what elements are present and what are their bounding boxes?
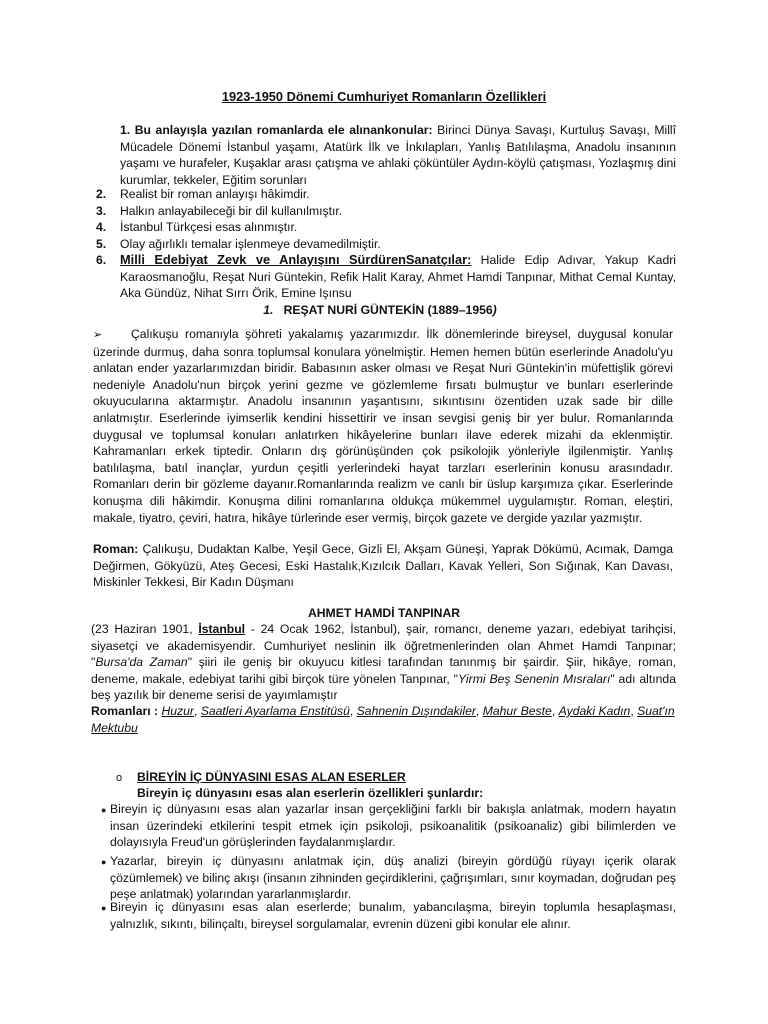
poem-title: Bursa'da Zaman: [95, 655, 188, 670]
birey-item-3: Bireyin iç dünyasını esas alan eserlerde; bunalım, yabancılaşma, bireyin toplumla hesaplaşması, yalnızlık, sıkıntı, bilinçaltı, bireysel sorgulamalar, evrenin düzeni gibi konular ele alınır.: [110, 900, 676, 931]
list-item-6-number: 6.: [96, 253, 107, 267]
list-item-6: [120, 252, 676, 302]
list-item-1-number: 1.: [120, 123, 131, 137]
list-item-1-lead: Bu anlayışla yazılan romanlarda ele alınankonular:: [134, 123, 433, 137]
resat-nuri-heading: 1. REŞAT NURİ GÜNTEKİN (1889–1956): [263, 303, 497, 317]
dot-bullet-icon: ●: [101, 805, 107, 815]
arrow-bullet-icon: ➢: [93, 329, 103, 341]
resat-nuri-paragraph: [93, 326, 673, 526]
list-item-2: [96, 186, 696, 203]
novel-link[interactable]: Mahur Beste: [482, 704, 552, 718]
list-item-text: Olay ağırlıklı temalar işlenmeye devamedilmiştir.: [120, 236, 381, 251]
list-item-5: [96, 236, 696, 253]
novels-label: Romanları :: [91, 704, 159, 718]
novel-link[interactable]: Sahnenin Dışındakiler: [356, 704, 476, 718]
tanpinar-novels: Romanları : Huzur, Saatleri Ayarlama Enstitüsü, Sahnenin Dışındakiler, Mahur Beste, Aydaki Kadın, Suat'ın Mektubu: [91, 704, 675, 735]
list-item-4: [96, 219, 696, 236]
novel-link[interactable]: Suat'ın Mektubu: [91, 704, 675, 735]
birey-item-2: Yazarlar, bireyin iç dünyasını anlatmak için, düş analizi (bireyin gördüğü rüyayı içerik olarak çözümlemek) ve bilinç akışı (insanın zihninden geçirdiklerini, çağrışımları, sınır koymadan, doğrudan peş peşe anlatmak) yolarından yararlanmışlardır.: [110, 854, 676, 902]
list-item-number: 2.: [96, 187, 107, 201]
birey-heading: BİREYİN İÇ DÜNYASINI ESAS ALAN ESERLER: [137, 770, 406, 784]
document-title: 1923-1950 Dönemi Cumhuriyet Romanların Özellikleri: [221, 89, 547, 104]
novels-label: Roman:: [93, 542, 139, 556]
tanpinar-heading: AHMET HAMDİ TANPINAR: [307, 606, 461, 620]
list-item-text: Halkın anlayabileceği bir dil kullanılmıştır.: [120, 203, 343, 218]
list-item-3: [96, 203, 696, 220]
list-item-number: 3.: [96, 203, 107, 218]
paragraph-text: Çalıkuşu romanıyla şöhreti yakalamış yazarımızdır. İlk dönemlerinde bireysel, duygusal konular üzerinde durmuş, daha sonra toplumsal konulara yönelmiştir. Hemen hemen bütün eserlerinde Anadolu'yu anlatan ender yazarlarımızdan biridir. Babasının asker olması ve Reşat Nuri Güntekin'in müfettişlik görevi nedeniyle Anadolu'nun birçok yerini gezme ve gözlemleme fırsatı bulmuştur ve bunları eserlerinde okuyucularına aktarmıştır. Anadolu insanının yaşantısını, sıkıntısını özentiden uzak sade bir dille anlatmıştır. Eserlerinde iyimserlik kendini hissettirir ve insan sevgisi geniş bir yer bulur. Romanlarında duygusal ve toplumsal konuları anlatırken hikâyelerine bunları ilave ederek mizahi da eklenmiştir. Kahramanları erkek tiptedir. Onların dış görünüşünden çok psikolojik yönleriyle ilgilenmiştir. Yanlış batılılaşma, batıl inançlar, yurdun çeşitli yerlerindeki hayat tarzları eserlerinin konusu arasındadır. Romanları derin bir gözleme dayanır.Romanlarında realizm ve canlı bir üslup karşımıza çıkar. Eserlerinde konuşma dili hâkimdir. Konuşma dilini romanlarına oldukça mükemmel uygulamıştır. Roman, eleştiri, makale, tiyatro, çeviri, hatıra, hikâye türlerinde eser vermiş, birçok gazete ve dergide yazılar yazmıştır.: [93, 327, 673, 525]
birey-subheading: Bireyin iç dünyasını esas alan eserlerin özellikleri şunlardır:: [137, 786, 484, 800]
novels-list: Çalıkuşu, Dudaktan Kalbe, Yeşil Gece, Gizli El, Akşam Güneşi, Yaprak Dökümü, Acımak, Damga Değirmen, Gökyüzü, Ateş Gecesi, Eski Hastalık,Kızılcık Dalları, Kavak Yelleri, Son Sığınak, Kan Davası, Miskinler Tekkesi, Bir Kadın Düşmanı: [93, 542, 673, 590]
istanbul-link[interactable]: İstanbul: [198, 622, 246, 636]
novel-link[interactable]: Aydaki Kadın: [558, 704, 631, 718]
essay-series-title: Yirmi Beş Senenin Mısraları: [458, 671, 611, 686]
list-item-6-text: Halide Edip Adıvar, Yakup Kadri Karaosmanoğlu, Reşat Nuri Güntekin, Refik Halit Karay, Ahmet Hamdi Tanpınar, Mithat Cemal Kuntay, Aka Gündüz, Nihat Sırrı Örik, Emine Işınsu: [120, 253, 676, 301]
list-item-text: Realist bir roman anlayışı hâkimdir.: [120, 187, 310, 201]
tanpinar-paragraph: (23 Haziran 1901, İstanbul - 24 Ocak 1962, İstanbul), şair, romancı, deneme yazarı, edebiyat tarihçisi, siyasetçi ve akademisyendir. Cumhuriyet neslinin ilk öğretmenlerinden olan Ahmet Hamdi Tanpınar; "Bursa'da Zaman" şiiri ile geniş bir okuyucu kitlesi tarafından tanınmış bir şairdir. Şiir, hikâye, roman, deneme, makale, edebiyat tarihi gibi birçok türe yönelen Tanpınar, "Yirmi Beş Senenin Mısraları" adı altında beş yazılık bir deneme serisi de yayımlamıştır: [91, 622, 676, 703]
resat-nuri-novels: [93, 541, 673, 591]
novel-link[interactable]: Saatleri Ayarlama Enstitüsü: [200, 704, 350, 718]
circle-bullet-icon: o: [116, 772, 123, 784]
dot-bullet-icon: ●: [101, 903, 107, 913]
list-item-text: İstanbul Türkçesi esas alınmıştır.: [120, 220, 298, 234]
list-item-6-lead: Milli Edebiyat Zevk ve Anlayışını SürdürenSanatçılar:: [120, 252, 472, 267]
heading-number: 1.: [263, 303, 274, 317]
list-item-1: [120, 122, 676, 188]
list-item-1-text: Birinci Dünya Savaşı, Kurtuluş Savaşı, Millî Mücadele Dönemi İstanbul yaşamı, Atatürk İlk ve İnkılapları, Yanlış Batılılaşma, Anadolu insanının yaşamı ve hurafeler, Kuşaklar arası çatışma ve ahlaki çöküntüler Aydın-köylü çatışması, Yozlaşmış dini kurumlar, tekkeler, Eğitim sorunları: [120, 123, 676, 187]
list-item-number: 5.: [96, 236, 107, 251]
list-item-number: 4.: [96, 220, 107, 234]
novel-link[interactable]: Huzur: [161, 704, 194, 718]
birey-item-1: Bireyin iç dünyasını esas alan yazarlar insan gerçekliğini farklı bir bakışla anlatmak, modern hayatın insan üzerindeki etkilerini tespit etmek için psikoloji, psikoanalitik (psikoanaliz) gibi bilimlerden ve dolayısıyla Freud'un görüşlerinden faydalanmışlardır.: [110, 802, 676, 850]
dot-bullet-icon: ●: [101, 857, 107, 867]
heading-text: REŞAT NURİ GÜNTEKİN (1889–1956: [283, 303, 493, 317]
